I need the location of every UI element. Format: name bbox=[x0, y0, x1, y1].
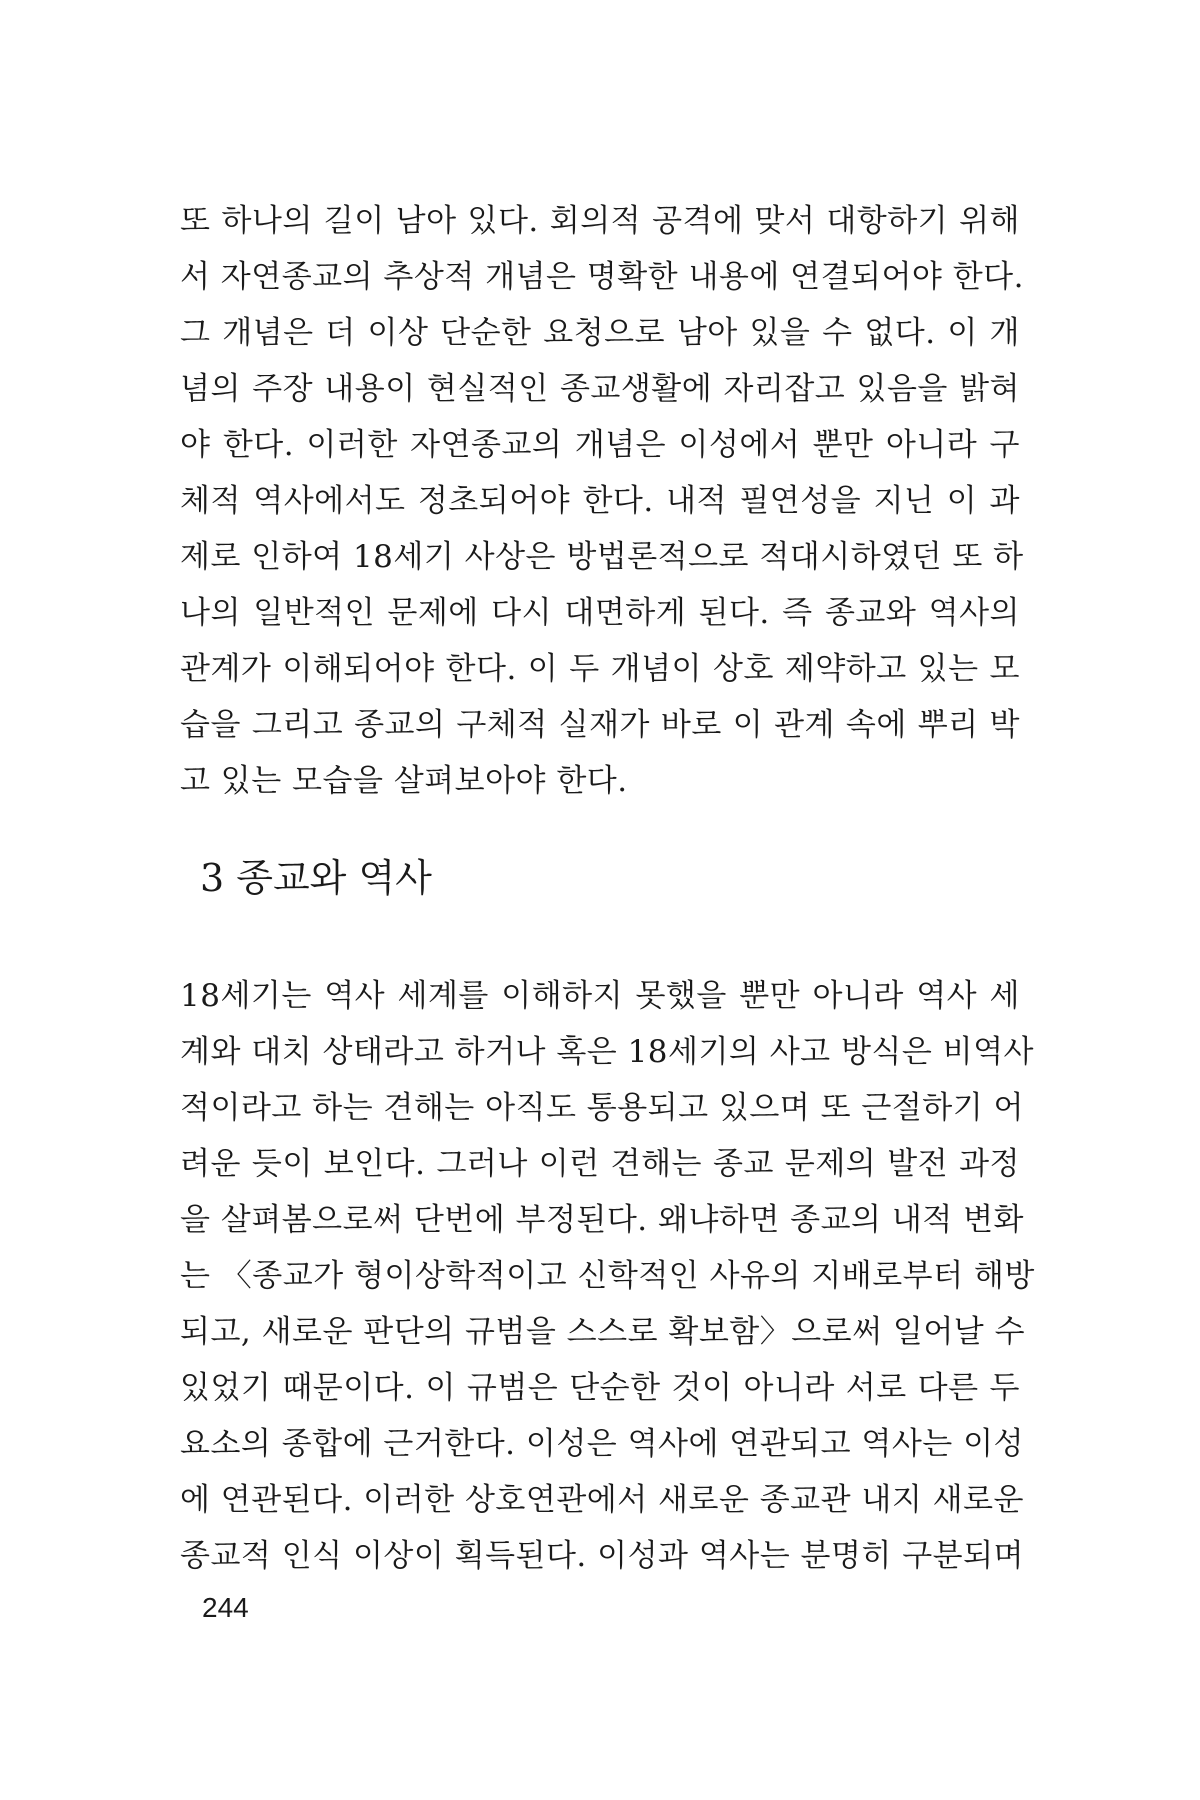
paragraph-2 bbox=[180, 968, 1035, 1584]
paragraph-line: 적이라고 하는 견해는 아직도 통용되고 있으며 또 근절하기 어 bbox=[180, 1090, 1024, 1126]
paragraph-line: 서 자연종교의 추상적 개념은 명확한 내용에 연결되어야 한다. bbox=[180, 259, 1024, 295]
paragraph-line: 념의 주장 내용이 현실적인 종교생활에 자리잡고 있음을 밝혀 bbox=[180, 371, 1020, 407]
paragraph-line: 나의 일반적인 문제에 다시 대면하게 된다. 즉 종교와 역사의 bbox=[180, 595, 1020, 631]
paragraph-line: 종교적 인식 이상이 획득된다. 이성과 역사는 분명히 구분되며 bbox=[180, 1538, 1024, 1574]
paragraph-line: 을 살펴봄으로써 단번에 부정된다. 왜냐하면 종교의 내적 변화 bbox=[180, 1202, 1024, 1238]
page-number: 244 bbox=[202, 1592, 249, 1623]
paragraph-line: 고 있는 모습을 살펴보아야 한다. bbox=[180, 763, 628, 799]
paragraph-line: 또 하나의 길이 남아 있다. 회의적 공격에 맞서 대항하기 위해 bbox=[180, 203, 1020, 239]
paragraph-line: 려운 듯이 보인다. 그러나 이런 견해는 종교 문제의 발전 과정 bbox=[180, 1146, 1020, 1182]
paragraph-line: 에 연관된다. 이러한 상호연관에서 새로운 종교관 내지 새로운 bbox=[180, 1482, 1024, 1518]
paragraph-line: 체적 역사에서도 정초되어야 한다. 내적 필연성을 지닌 이 과 bbox=[180, 483, 1020, 519]
paragraph-1 bbox=[180, 193, 1024, 809]
paragraph-line: 관계가 이해되어야 한다. 이 두 개념이 상호 제약하고 있는 모 bbox=[180, 651, 1020, 687]
paragraph-line: 계와 대치 상태라고 하거나 혹은 18세기의 사고 방식은 비역사 bbox=[180, 1034, 1034, 1070]
paragraph-line: 는 〈종교가 형이상학적이고 신학적인 사유의 지배로부터 해방 bbox=[180, 1258, 1035, 1294]
paragraph-line: 되고, 새로운 판단의 규범을 스스로 확보함〉으로써 일어날 수 bbox=[180, 1314, 1026, 1350]
paragraph-line: 습을 그리고 종교의 구체적 실재가 바로 이 관계 속에 뿌리 박 bbox=[180, 707, 1020, 743]
paragraph-line: 야 한다. 이러한 자연종교의 개념은 이성에서 뿐만 아니라 구 bbox=[180, 427, 1020, 463]
paragraph-line: 18세기는 역사 세계를 이해하지 못했을 뿐만 아니라 역사 세 bbox=[180, 978, 1020, 1014]
paragraph-line: 있었기 때문이다. 이 규범은 단순한 것이 아니라 서로 다른 두 bbox=[180, 1370, 1020, 1406]
paragraph-line: 그 개념은 더 이상 단순한 요청으로 남아 있을 수 없다. 이 개 bbox=[180, 315, 1020, 351]
paragraph-line: 제로 인하여 18세기 사상은 방법론적으로 적대시하였던 또 하 bbox=[180, 539, 1024, 575]
section-heading: 3 종교와 역사 bbox=[200, 856, 432, 900]
paragraph-line: 요소의 종합에 근거한다. 이성은 역사에 연관되고 역사는 이성 bbox=[180, 1426, 1024, 1462]
